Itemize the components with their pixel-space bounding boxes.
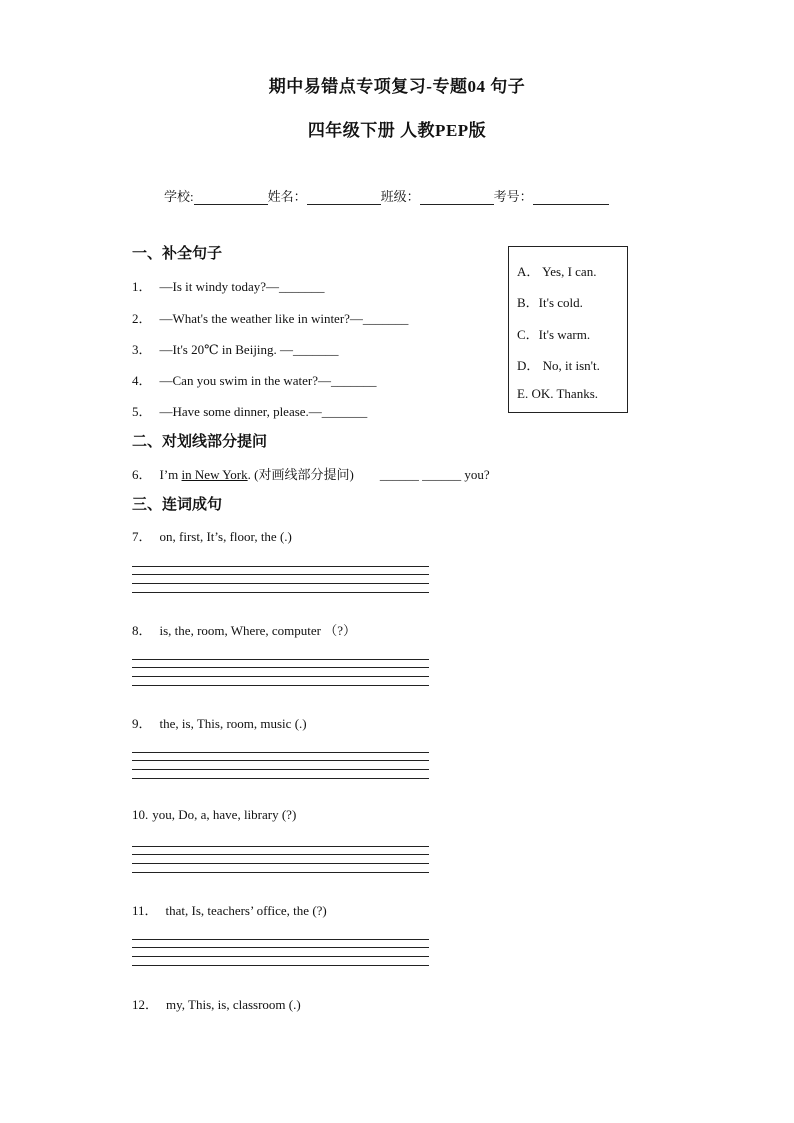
question-number: 8． [132,623,152,638]
option-a: A． Yes, I can. [517,264,597,279]
option-b: B．It's cold. [517,295,583,310]
name-label: 姓名： [267,189,307,204]
question-text: is, the, room, Where, computer （?） [159,623,357,638]
question-item [132,464,490,483]
writing-line [132,863,429,864]
section-heading-reorder: 三、连词成句 [132,497,223,513]
question-number: 7． [132,529,152,544]
question-text: —Have some dinner, please.—_______ [159,404,368,419]
question-number: 5． [132,404,152,419]
worksheet-title: 期中易错点专项复习-专题04 句子 [268,77,526,96]
question-number: 9． [132,716,152,731]
writing-line [132,566,429,567]
option-c: C．It's warm. [517,327,591,342]
question-item [132,370,377,389]
writing-line [132,574,429,575]
question-item [132,900,327,919]
question-item [132,308,408,327]
writing-line [132,846,429,847]
number-blank[interactable] [533,190,609,205]
question-text: on, first, It’s, floor, the (.) [159,529,292,544]
question-item [132,620,356,639]
question-text: —It's 20℃ in Beijing. —_______ [159,342,339,357]
writing-line [132,760,429,761]
question-item [132,401,367,420]
writing-line [132,778,429,779]
question-number: 1． [132,279,152,294]
writing-line [132,592,429,593]
question-text: that, Is, teachers’ office, the (?) [165,903,327,918]
question-number: 11． [132,903,158,918]
answer-blanks: ______ ______ you? [379,467,490,482]
writing-line [132,667,429,668]
question-text: —Can you swim in the water?—_______ [159,373,377,388]
question-item [132,339,339,358]
options-box [508,246,628,413]
section-heading-question: 二、对划线部分提问 [132,434,268,450]
option-d: D． No, it isn't. [517,358,600,373]
question-number: 2． [132,311,152,326]
question-suffix: . (对画线部分提问) [247,467,354,482]
writing-line [132,676,429,677]
question-item [132,994,301,1013]
section-heading-fill-in: 一、补全句子 [132,246,223,262]
option-e: E. OK. Thanks. [517,386,599,401]
question-number: 4． [132,373,152,388]
writing-line [132,752,429,753]
question-text: —Is it windy today?—_______ [159,279,325,294]
writing-line [132,956,429,957]
question-text: the, is, This, room, music (.) [159,716,307,731]
writing-line [132,965,429,966]
writing-line [132,872,429,873]
school-blank[interactable] [194,190,268,205]
question-prefix: I’m [159,467,182,482]
question-number: 6． [132,467,152,482]
question-text: you, Do, a, have, library (?) [152,807,297,822]
question-number: 3． [132,342,152,357]
question-item [132,276,325,295]
student-info-row [164,186,609,205]
writing-line [132,583,429,584]
writing-line [132,769,429,770]
question-item [132,713,307,732]
writing-line [132,947,429,948]
question-number: 12． [132,997,159,1012]
name-blank[interactable] [307,190,381,205]
question-text: my, This, is, classroom (.) [166,997,301,1012]
writing-line [132,939,429,940]
writing-line [132,854,429,855]
question-number: 10. [132,807,149,822]
underlined-phrase: in New York [181,467,248,482]
number-label: 考号： [493,189,533,204]
worksheet-subtitle: 四年级下册 人教PEP版 [307,121,487,140]
class-label: 班级： [380,189,420,204]
writing-line [132,685,429,686]
question-item [132,807,296,823]
school-label: 学校: [164,189,194,204]
question-text: —What's the weather like in winter?—_______ [159,311,409,326]
question-item [132,526,292,545]
class-blank[interactable] [420,190,494,205]
writing-line [132,659,429,660]
